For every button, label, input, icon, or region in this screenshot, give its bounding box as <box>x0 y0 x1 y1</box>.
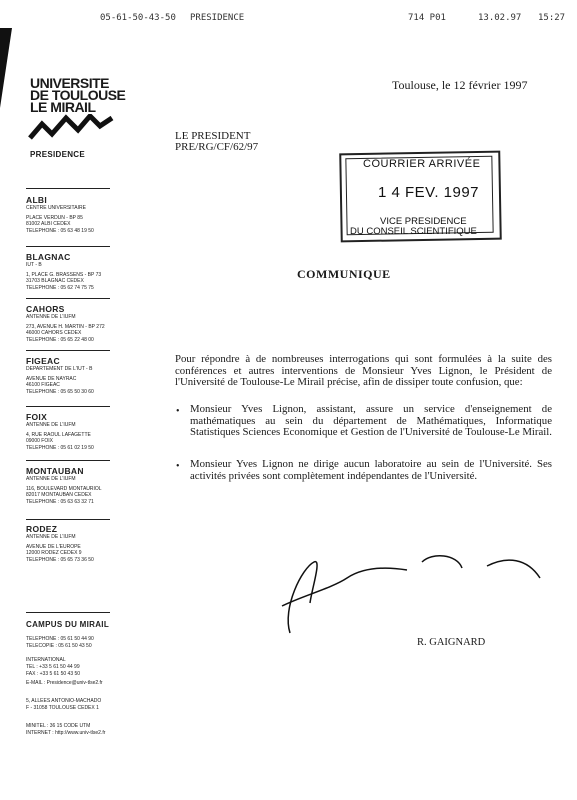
site-line: TELEPHONE : 05 63 48 19 50 <box>26 227 94 234</box>
site-line: 12000 RODEZ CEDEX 9 <box>26 550 82 556</box>
logo-zigzag-icon <box>28 114 114 140</box>
campus-intl: INTERNATIONAL <box>26 657 66 663</box>
fax-number: 05-61-50-43-50 <box>100 13 176 23</box>
site-name: RODEZ <box>26 524 58 534</box>
divider <box>26 350 110 351</box>
site-line: TELEPHONE : 05 65 73 36 50 <box>26 556 94 563</box>
site-line: 273, AVENUE H. MARTIN - BP 272 <box>26 323 105 330</box>
divider <box>26 460 110 461</box>
divider <box>26 519 110 520</box>
stamp-top: COURRIER ARRIVÉE <box>363 158 481 170</box>
site-line: ANTENNE DE L'IUFM <box>26 422 76 428</box>
site-name: MONTAUBAN <box>26 466 84 476</box>
site-name: ALBI <box>26 195 48 205</box>
stamp-line1: VICE PRESIDENCE <box>380 216 467 227</box>
campus-contact: TELECOPIE : 05 61 50 43 50 <box>26 643 92 649</box>
fax-sender: PRESIDENCE <box>190 13 245 23</box>
site-name: CAHORS <box>26 304 65 314</box>
site-figeac <box>26 356 118 395</box>
stamp-date: 1 4 FEV. 1997 <box>378 184 480 201</box>
site-line: PLACE VERDUN - BP 85 <box>26 214 83 221</box>
campus-misc: MINITEL : 36 15 CODE UTM <box>26 723 91 729</box>
site-montauban <box>26 466 118 505</box>
campus-contact: TELEPHONE : 05 61 50 44 90 <box>26 636 94 642</box>
logo-line-3: LE MIRAIL <box>30 99 96 115</box>
campus-intl: FAX : +33 5 61 50 43 50 <box>26 671 81 677</box>
site-line: 46000 CAHORS CEDEX <box>26 330 82 336</box>
divider <box>26 298 110 299</box>
campus-intl: TEL : +33 5 61 50 44 99 <box>26 664 80 670</box>
site-line: 116, BOULEVARD MONTAURIOL <box>26 485 102 492</box>
sender-title: LE PRESIDENT <box>175 130 251 142</box>
site-line: DEPARTEMENT DE L'IUT - B <box>26 366 93 372</box>
campus-email: E-MAIL : Presidence@univ-tlse2.fr <box>26 680 103 686</box>
logo-line-1: UNIVERSITE <box>30 75 110 91</box>
bullet-icon: • <box>176 406 180 417</box>
site-line: TELEPHONE : 05 63 63 32 71 <box>26 498 94 505</box>
site-line: 81002 ALBI CEDEX <box>26 221 71 227</box>
site-name: BLAGNAC <box>26 252 71 262</box>
divider <box>26 406 110 407</box>
site-line: ANTENNE DE L'IUFM <box>26 476 76 482</box>
bullet-item-2: Monsieur Yves Lignon ne dirige aucun laboratoire au sein de l'Université. Ses activités privées sont complètement indépendantes de l'Université. <box>190 458 552 482</box>
fax-page: 714 P01 <box>408 13 446 23</box>
site-name: FIGEAC <box>26 356 60 366</box>
campus-misc: INTERNET : http://www.univ-tlse2.fr <box>26 730 106 736</box>
department-label: PRESIDENCE <box>30 150 86 159</box>
site-line: IUT - B <box>26 262 42 268</box>
site-line: 82017 MONTAUBAN CEDEX <box>26 492 92 498</box>
fax-date: 13.02.97 <box>478 13 522 23</box>
site-line: 4, RUE RAOUL LAFAGETTE <box>26 431 91 438</box>
site-line: 09000 FOIX <box>26 438 53 444</box>
site-line: TELEPHONE : 05 65 22 48 00 <box>26 336 94 343</box>
sender-block <box>175 131 258 153</box>
intro-paragraph: Pour répondre à de nombreuses interrogations qui sont formulées à la suite des conférences et autres interventions de Monsieur Yves Lignon, le Président de l'Université de Toulouse-Le Mirail précise, afin de dissiper toute confusion, que: <box>175 353 552 388</box>
site-line: ANTENNE DE L'IUFM <box>26 314 76 320</box>
signatory-name: R. GAIGNARD <box>417 637 486 648</box>
divider <box>26 188 110 189</box>
divider <box>26 246 110 247</box>
site-albi <box>26 195 118 234</box>
bullet-item-1: Monsieur Yves Lignon, assistant, assure un service d'enseignement de mathématiques au sein du département de Mathématiques, Informatique Statistiques Sciences Economique et Gestion de l'Université de Toulouse-Le Mirail. <box>190 403 553 438</box>
campus-address: F - 31058 TOULOUSE CEDEX 1 <box>26 705 99 711</box>
site-foix <box>26 412 118 451</box>
site-line: ANTENNE DE L'IUFM <box>26 534 76 540</box>
logo-line-2: DE TOULOUSE <box>30 87 126 103</box>
bullet-icon: • <box>176 461 180 472</box>
campus-name: CAMPUS DU MIRAIL <box>26 620 110 629</box>
signature-scribble <box>272 548 552 638</box>
document-title: COMMUNIQUE <box>297 267 391 281</box>
site-name: FOIX <box>26 412 48 422</box>
fax-time: 15:27 <box>538 13 566 23</box>
site-blagnac <box>26 252 118 291</box>
site-line: 46100 FIGEAC <box>26 382 60 388</box>
corner-mark <box>0 28 12 108</box>
site-cahors <box>26 304 118 343</box>
site-rodez <box>26 524 118 563</box>
site-line: AVENUE DE L'EUROPE <box>26 543 81 550</box>
site-line: TELEPHONE : 05 61 02 19 50 <box>26 444 94 451</box>
sender-reference: PRE/RG/CF/62/97 <box>175 141 259 153</box>
site-line: CENTRE UNIVERSITAIRE <box>26 205 86 211</box>
site-line: 1, PLACE G. BRASSENS - BP 73 <box>26 271 102 278</box>
divider <box>26 612 110 613</box>
site-line: TELEPHONE : 05 65 50 30 60 <box>26 388 94 395</box>
letter-date: Toulouse, le 12 février 1997 <box>392 78 528 92</box>
stamp-line2: DU CONSEIL SCIENTIFIQUE <box>350 226 477 237</box>
site-line: 31703 BLAGNAC CEDEX <box>26 278 84 284</box>
site-line: TELEPHONE : 05 62 74 75 75 <box>26 284 94 291</box>
site-line: AVENUE DE NAYRAC <box>26 375 77 382</box>
campus-address: 5, ALLEES ANTONIO-MACHADO <box>26 698 102 704</box>
